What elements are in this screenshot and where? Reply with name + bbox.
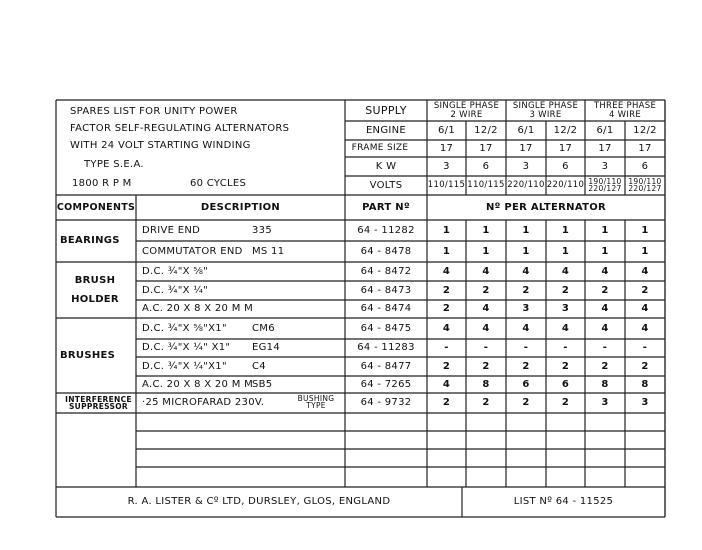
row-description: D.C. ¾"X ⅝" [142,265,209,277]
group-interference-suppressor: INTERFERENCE SUPPRESSOR [65,394,132,411]
row-qty: 1 [522,224,530,236]
phase-group-2 [506,100,585,121]
row-qty: - [563,342,568,353]
phase-3-wire: 4 WIRE [608,109,642,120]
phase-group-1 [427,100,506,121]
row-qty: 2 [482,284,490,296]
row-qty: 4 [601,265,609,277]
row-qty: 6 [561,378,570,390]
row-description: D.C. ¾"X ¼"X1" [142,360,227,372]
header-per-alternator: Nº PER ALTERNATOR [485,201,607,213]
spec-frame-2: 17 [479,142,493,154]
row-code: MS 11 [252,245,285,257]
row-qty: 2 [641,284,649,296]
row-part-no: 64 - 11282 [357,224,415,236]
row-qty: 2 [522,397,530,408]
row-qty: 2 [442,360,451,372]
row-code: EG14 [252,342,280,353]
row-qty: 1 [641,224,649,236]
label-volts: VOLTS [369,179,403,191]
spec-volts-3: 220/110 [507,180,545,191]
spec-volts-4: 220/110 [546,180,585,191]
row-qty: 2 [442,303,451,314]
spec-volts-1: 110/115 [427,180,466,191]
spec-frame-3: 17 [519,142,533,154]
phase-2-label: SINGLE PHASE [512,101,579,112]
row-description: DRIVE END [142,224,201,236]
row-qty: - [444,342,449,353]
header-description: DESCRIPTION [200,201,281,213]
row-part-no: 64 - 8472 [360,265,412,277]
row-description: A.C. 20 X 8 X 20 M M [142,378,254,390]
row-part-no: 64 - 8473 [360,284,412,296]
footer-maker: R. A. LISTER & Cº LTD, DURSLEY, GLOS, ENGLAND [127,496,391,507]
title-rpm: 1800 R P M [72,178,132,189]
row-code: 335 [252,224,272,236]
row-qty: 2 [442,284,451,296]
spec-kw-3: 3 [522,160,530,172]
phase-1-wire: 2 WIRE [450,109,483,120]
row-qty: 1 [522,245,530,257]
title-type: TYPE S.E.A. [84,159,144,170]
spec-frame-5: 17 [598,142,612,154]
row-qty: - [483,342,489,353]
header-part-no: PART Nº [362,201,410,213]
row-qty: - [523,342,529,353]
group-brush-holder: BRUSH HOLDER [71,275,119,305]
label-frame: FRAME SIZE [351,142,409,153]
phase-2-wire: 3 WIRE [529,109,562,120]
row-qty: 2 [561,360,570,372]
row-qty: 2 [561,397,570,408]
spec-frame-4: 17 [558,142,573,154]
phase-group-3 [585,100,665,121]
title-line-1: SPARES LIST FOR UNITY POWER [70,106,238,117]
row-qty: 3 [601,397,609,408]
row-qty: 4 [641,265,649,277]
row-code: BUSHING TYPE [297,394,335,410]
spec-volts-2: 110/115 [467,180,505,191]
label-engine: ENGINE [365,124,407,136]
spec-engine-5: 6/1 [596,124,614,136]
row-qty: 4 [522,265,530,277]
spec-volts-5: 190/110 220/127 [588,176,622,193]
row-code: SB5 [252,378,273,390]
row-qty: 3 [561,303,570,314]
row-qty: 4 [641,303,649,314]
row-qty: 4 [561,265,570,277]
row-description: COMMUTATOR END [142,245,243,257]
row-qty: 1 [482,224,490,236]
spec-frame-1: 17 [439,142,454,154]
row-qty: 4 [442,322,451,334]
label-supply: SUPPLY [365,104,407,117]
row-qty: 4 [601,322,609,334]
row-qty: 4 [482,265,490,277]
row-qty: 4 [482,322,490,334]
row-description: ·25 MICROFARAD 230V. [142,397,265,408]
row-qty: 1 [482,245,490,257]
row-qty: 2 [482,397,490,408]
row-part-no: 64 - 8474 [360,303,412,314]
title-line-3: WITH 24 VOLT STARTING WINDING [70,140,251,151]
spec-engine-2: 12/2 [474,124,498,136]
row-part-no: 64 - 11283 [357,342,415,353]
row-part-no: 64 - 9732 [360,397,412,408]
row-qty: 4 [641,322,649,334]
row-qty: 8 [482,378,490,390]
phase-1-label: SINGLE PHASE [433,101,500,112]
group-bearings: BEARINGS [60,235,120,246]
row-qty: 2 [522,360,530,372]
row-qty: 4 [522,322,530,334]
row-qty: 1 [561,224,570,236]
row-code: C4 [252,360,266,372]
row-description: D.C. ¾"X ⅝"X1" [142,322,227,334]
row-qty: 4 [601,303,609,314]
spec-kw-6: 6 [641,160,649,172]
row-part-no: 64 - 7265 [360,378,412,390]
row-description: D.C. ¾"X ¼" [142,284,209,296]
row-qty: 1 [561,245,570,257]
footer-list-no: LIST Nº 64 - 11525 [513,496,614,507]
row-qty: 6 [522,378,530,390]
row-qty: 4 [482,303,490,314]
spec-kw-2: 6 [482,160,490,172]
header-components: COMPONENTS [56,201,136,213]
row-part-no: 64 - 8478 [360,245,412,257]
phase-3-label: THREE PHASE [593,101,657,112]
row-qty: - [602,342,608,353]
row-qty: 4 [442,378,451,390]
row-description: A.C. 20 X 8 X 20 M M [142,303,254,314]
spec-engine-6: 12/2 [633,124,657,136]
row-code: CM6 [252,322,275,334]
row-description: D.C. ¾"X ¼" X1" [142,342,231,353]
row-qty: 2 [442,397,451,408]
row-qty: 2 [561,284,570,296]
spec-engine-1: 6/1 [438,124,455,136]
row-qty: 1 [442,245,451,257]
row-qty: 8 [641,378,649,390]
row-qty: 1 [601,245,609,257]
title-line-2: FACTOR SELF-REGULATING ALTERNATORS [70,123,290,134]
row-qty: 8 [601,378,609,390]
row-part-no: 64 - 8477 [360,360,412,372]
group-brushes: BRUSHES [60,349,116,361]
spec-volts-6: 190/110 220/127 [628,176,662,193]
label-kw: K W [375,160,397,172]
row-qty: 2 [482,360,490,372]
row-qty: 3 [641,397,649,408]
spec-kw-5: 3 [601,160,609,172]
row-qty: 2 [601,360,609,372]
row-part-no: 64 - 8475 [360,322,412,334]
spec-engine-4: 12/2 [553,124,578,136]
row-qty: 2 [601,284,609,296]
title-cycles: 60 CYCLES [190,178,247,189]
spec-kw-1: 3 [443,160,450,172]
spec-engine-3: 6/1 [517,124,535,136]
spec-frame-6: 17 [638,142,652,154]
row-qty: 2 [522,284,530,296]
row-qty: - [642,342,648,353]
row-qty: 1 [442,224,451,236]
spec-kw-4: 6 [562,160,569,172]
row-qty: 1 [641,245,649,257]
row-qty: 2 [641,360,649,372]
row-qty: 4 [442,265,451,277]
row-qty: 4 [561,322,570,334]
row-qty: 1 [601,224,609,236]
row-qty: 3 [522,303,530,314]
